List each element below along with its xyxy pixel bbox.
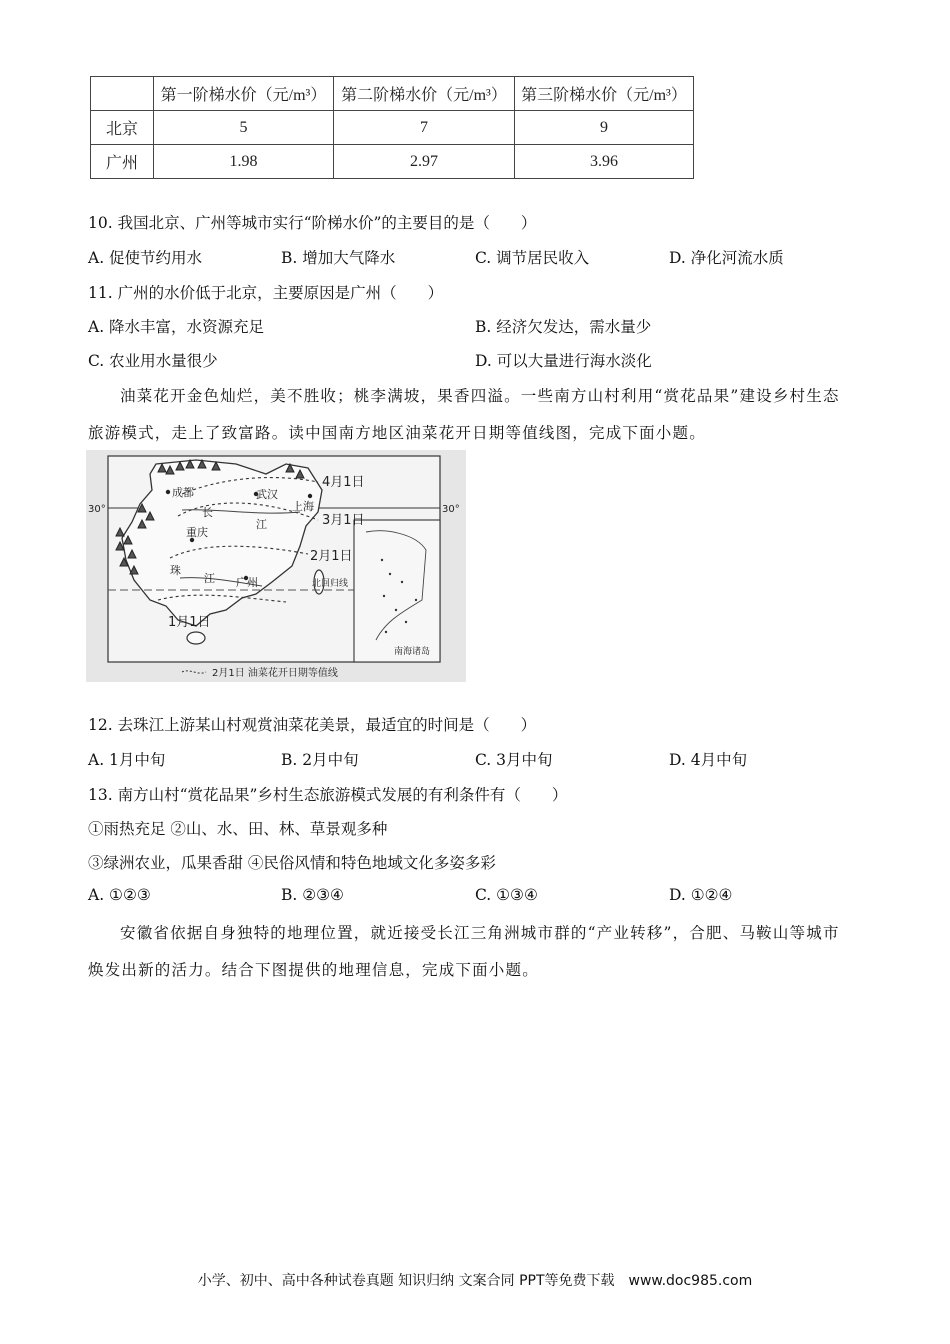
option-a: A. 降水丰富，水资源充足 (88, 318, 265, 336)
south-china-sea-inset (354, 520, 440, 662)
condition-list-line: ①雨热充足 ②山、水、田、林、草景观多种 (88, 820, 388, 838)
question-10-stem: 10. 我国北京、广州等城市实行“阶梯水价”的主要目的是（ ） (88, 214, 537, 232)
table-cell: 7 (334, 111, 515, 145)
option-c: C. 农业用水量很少 (88, 352, 218, 370)
latitude-label-left: 30° (88, 504, 106, 515)
condition-list-line: ③绿洲农业，瓜果香甜 ④民俗风情和特色地域文化多姿多彩 (88, 854, 496, 872)
isoline-label-feb: 2月1日 (310, 549, 353, 564)
option-c: C. 3月中旬 (475, 751, 553, 769)
table-cell (91, 77, 154, 111)
passage-line: 旅游模式，走上了致富路。读中国南方地区油菜花开日期等值线图，完成下面小题。 (88, 424, 706, 442)
hainan-island (187, 632, 205, 644)
option-b: B. ②③④ (281, 886, 344, 904)
legend-isoline-symbol (182, 671, 206, 673)
question-13-stem: 13. 南方山村“赏花品果”乡村生态旅游模式发展的有利条件有（ ） (88, 786, 568, 804)
isoline-label-jan: 1月1日 (168, 615, 211, 630)
table-cell: 广州 (91, 145, 154, 179)
option-a: A. ①②③ (88, 886, 151, 904)
water-price-table (90, 76, 694, 179)
table-cell: 9 (515, 111, 694, 145)
option-d: D. ①②④ (669, 886, 733, 904)
map-legend: 2月1日 油菜花开日期等值线 (212, 668, 338, 679)
rapeseed-bloom-map (86, 450, 466, 682)
table-cell: 5 (154, 111, 334, 145)
option-a: A. 促使节约用水 (88, 249, 203, 267)
option-b: B. 经济欠发达，需水量少 (475, 318, 652, 336)
question-12-stem: 12. 去珠江上游某山村观赏油菜花美景，最适宜的时间是（ ） (88, 716, 537, 734)
inset-label: 南海诸岛 (394, 647, 431, 657)
city-label-chengdu: 成都 (172, 486, 194, 499)
option-b: B. 增加大气降水 (281, 249, 396, 267)
table-row (91, 145, 694, 179)
isoline-label-apr: 4月1日 (322, 475, 365, 490)
table-header-cell: 第一阶梯水价（元/m³） (154, 77, 334, 111)
city-label-guangzhou: 广州 (236, 576, 258, 589)
table-cell: 北京 (91, 111, 154, 145)
table-cell: 2.97 (334, 145, 515, 179)
option-d: D. 可以大量进行海水淡化 (475, 352, 652, 370)
table-header-cell: 第三阶梯水价（元/m³） (515, 77, 694, 111)
table-cell: 1.98 (154, 145, 334, 179)
passage-line: 安徽省依据自身独特的地理位置，就近接受长江三角洲城市群的“产业转移”，合肥、马鞍山等城市 (120, 924, 840, 942)
table-row (91, 111, 694, 145)
passage-line: 焕发出新的活力。结合下图提供的地理信息，完成下面小题。 (88, 961, 539, 979)
table-header-row (91, 77, 694, 111)
latitude-label-right: 30° (442, 504, 460, 515)
option-d: D. 4月中旬 (669, 751, 748, 769)
passage-line: 油菜花开金色灿烂，美不胜收；桃李满坡，果香四溢。一些南方山村利用“赏花品果”建设乡村生态 (120, 387, 840, 405)
river-label-zhu: 珠 (170, 564, 181, 577)
option-b: B. 2月中旬 (281, 751, 359, 769)
option-d: D. 净化河流水质 (669, 249, 784, 267)
map-graphic (86, 450, 466, 682)
city-label-wuhan: 武汉 (256, 488, 278, 501)
option-c: C. 调节居民收入 (475, 249, 590, 267)
river-label-chang: 长 (202, 506, 213, 519)
option-c: C. ①③④ (475, 886, 538, 904)
tropic-label: 北回归线 (312, 579, 349, 589)
page-footer: 小学、初中、高中各种试卷真题 知识归纳 文案合同 PPT等免费下载 www.doc985.com (197, 1273, 753, 1289)
river-label-zhujiang: 江 (204, 572, 215, 585)
river-label-jiang: 江 (256, 518, 267, 531)
city-label-shanghai: 上海 (292, 500, 314, 513)
question-11-stem: 11. 广州的水价低于北京，主要原因是广州（ ） (88, 284, 444, 302)
option-a: A. 1月中旬 (88, 751, 166, 769)
isoline-label-mar: 3月1日 (322, 513, 365, 528)
city-label-chongqing: 重庆 (186, 526, 208, 539)
table-header-cell: 第二阶梯水价（元/m³） (334, 77, 515, 111)
table-cell: 3.96 (515, 145, 694, 179)
